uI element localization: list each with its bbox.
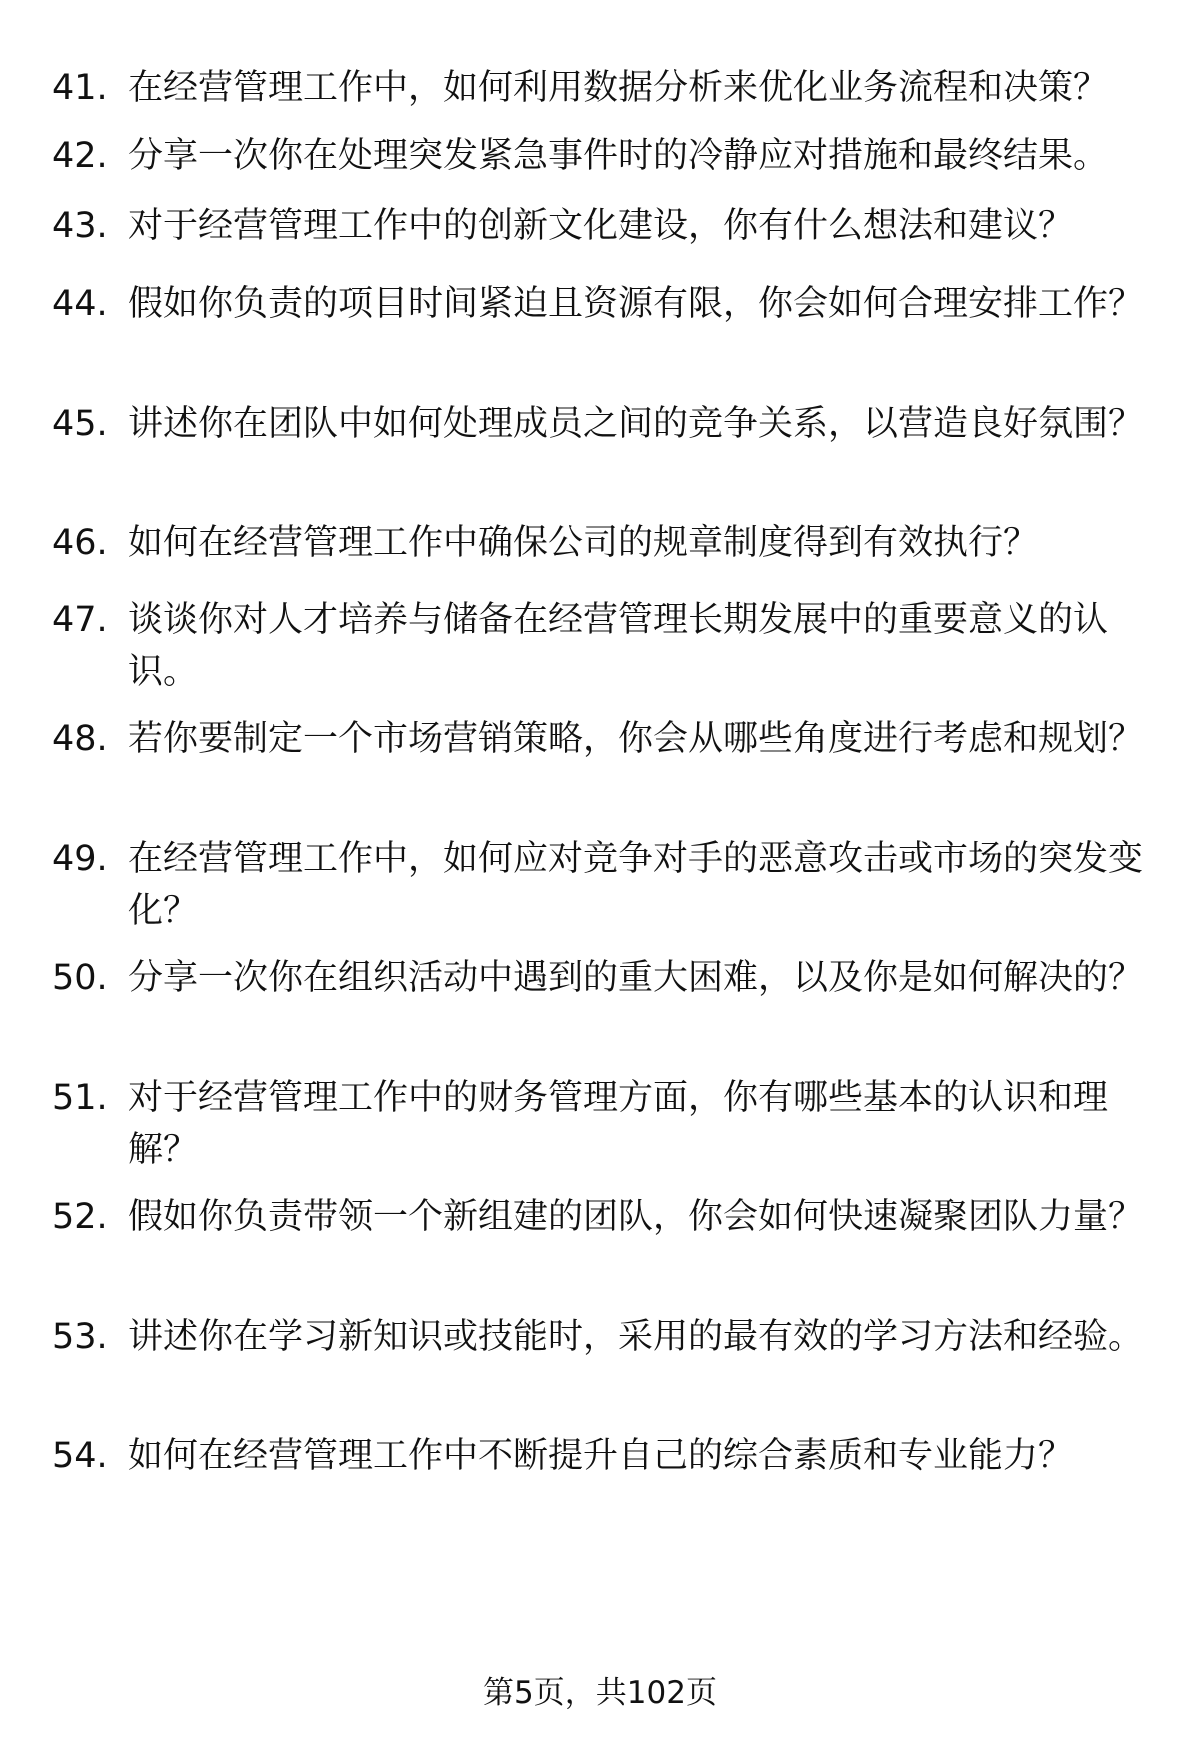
question-text: 讲述你在团队中如何处理成员之间的竞争关系，以营造良好氛围？ <box>128 404 1144 444</box>
question-number: 41. <box>52 68 108 108</box>
question-text: 如何在经营管理工作中不断提升自己的综合素质和专业能力？ <box>128 1436 1074 1476</box>
question-number: 51. <box>52 1078 108 1118</box>
question-number: 50. <box>52 958 108 998</box>
question-number: 53. <box>52 1317 108 1357</box>
question-number: 43. <box>52 206 108 246</box>
question-text: 在经营管理工作中，如何利用数据分析来优化业务流程和决策？ <box>128 68 1109 108</box>
question-number: 47. <box>52 600 108 640</box>
question-text: 分享一次你在组织活动中遇到的重大困难，以及你是如何解决的？ <box>128 958 1144 998</box>
question-number: 54. <box>52 1436 108 1476</box>
question-text: 讲述你在学习新知识或技能时，采用的最有效的学习方法和经验。 <box>128 1317 1144 1357</box>
question-number: 48. <box>52 719 108 759</box>
question-text: 对于经营管理工作中的创新文化建设，你有什么想法和建议？ <box>128 206 1074 246</box>
question-text: 在经营管理工作中，如何应对竞争对手的恶意攻击或市场的突发变化？ <box>128 839 1144 931</box>
question-number: 46. <box>52 523 108 563</box>
question-number: 42. <box>52 136 108 176</box>
question-text: 对于经营管理工作中的财务管理方面，你有哪些基本的认识和理解？ <box>128 1078 1109 1170</box>
question-text: 分享一次你在处理突发紧急事件时的冷静应对措施和最终结果。 <box>128 136 1109 176</box>
question-text: 若你要制定一个市场营销策略，你会从哪些角度进行考虑和规划？ <box>128 719 1144 759</box>
question-text: 如何在经营管理工作中确保公司的规章制度得到有效执行？ <box>128 523 1039 563</box>
question-number: 45. <box>52 404 108 444</box>
question-number: 44. <box>52 284 108 324</box>
question-number: 49. <box>52 839 108 879</box>
question-text: 假如你负责带领一个新组建的团队，你会如何快速凝聚团队力量？ <box>128 1197 1144 1237</box>
question-text: 假如你负责的项目时间紧迫且资源有限，你会如何合理安排工作？ <box>128 284 1144 324</box>
page-footer: 第5页，共102页 <box>483 1675 717 1711</box>
question-text: 谈谈你对人才培养与储备在经营管理长期发展中的重要意义的认识。 <box>128 600 1109 692</box>
question-number: 52. <box>52 1197 108 1237</box>
